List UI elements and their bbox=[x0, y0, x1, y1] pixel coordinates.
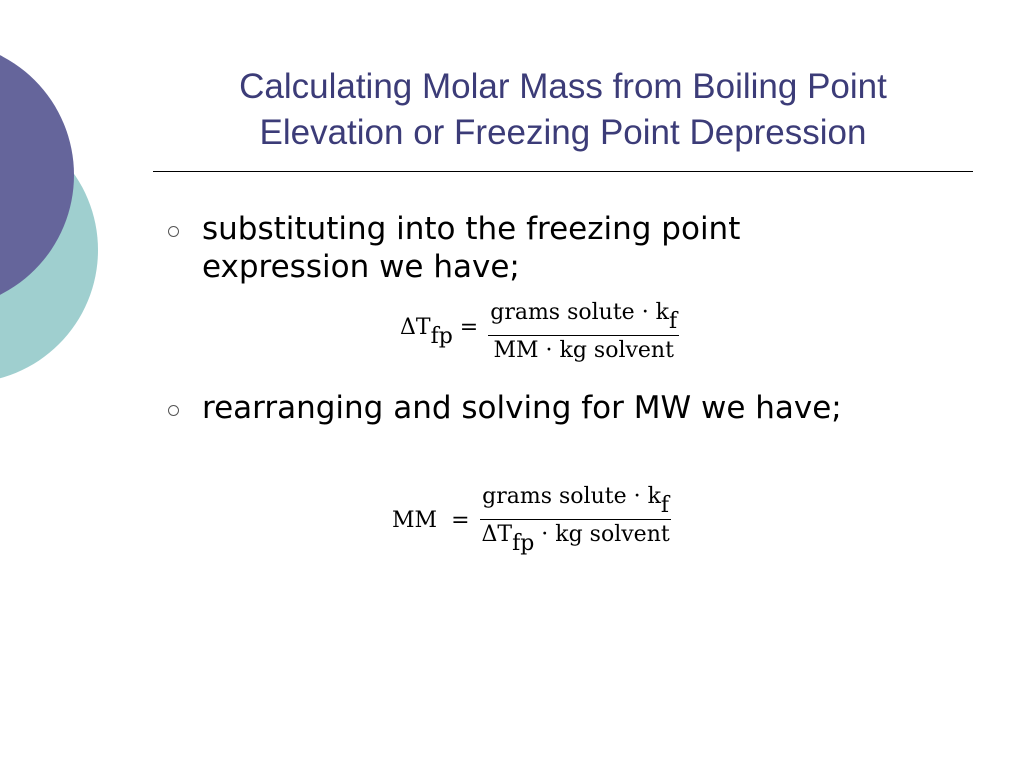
delta-t-symbol: ΔT bbox=[481, 522, 513, 547]
numerator-text: grams solute · k bbox=[482, 484, 661, 509]
bullet-2-line-1: rearranging and solving for MW we have; bbox=[202, 390, 842, 426]
bullet-marker-icon bbox=[168, 405, 179, 416]
purple-circle bbox=[0, 41, 74, 309]
equation-1-denominator: MM · kg solvent bbox=[493, 338, 674, 363]
equals-sign: = bbox=[459, 314, 479, 340]
fp-subscript: fp bbox=[512, 531, 535, 556]
bullet-marker-icon bbox=[168, 226, 179, 237]
fp-subscript: fp bbox=[430, 323, 453, 349]
equation-1-lhs bbox=[400, 315, 478, 349]
equation-1-fraction bbox=[488, 300, 679, 363]
slide-title bbox=[150, 64, 976, 156]
mm-symbol: MM bbox=[392, 507, 438, 533]
title-divider bbox=[153, 171, 973, 172]
kf-subscript: f bbox=[660, 493, 670, 518]
title-line-2: Elevation or Freezing Point Depression bbox=[259, 113, 867, 152]
freezing-point-equation bbox=[400, 300, 679, 363]
delta-t-symbol: ΔT bbox=[400, 314, 431, 340]
teal-circle bbox=[0, 117, 98, 383]
equation-1-numerator bbox=[488, 300, 679, 336]
bullet-2-text bbox=[202, 389, 842, 427]
denominator-text: · kg solvent bbox=[534, 522, 670, 547]
bullet-1-line-1: substituting into the freezing point bbox=[202, 211, 741, 247]
bullet-1-line-2: expression we have; bbox=[202, 249, 520, 285]
kf-subscript: f bbox=[669, 309, 678, 334]
equation-2-denominator bbox=[480, 520, 672, 556]
equals-sign: = bbox=[451, 507, 470, 533]
equation-2-fraction bbox=[480, 484, 672, 556]
equation-2-lhs bbox=[392, 508, 470, 533]
bullet-1-text bbox=[202, 210, 740, 286]
equation-2-numerator bbox=[480, 484, 671, 520]
title-line-1: Calculating Molar Mass from Boiling Point bbox=[239, 67, 887, 106]
numerator-text: grams solute · k bbox=[490, 300, 670, 325]
molar-mass-equation bbox=[392, 484, 672, 556]
